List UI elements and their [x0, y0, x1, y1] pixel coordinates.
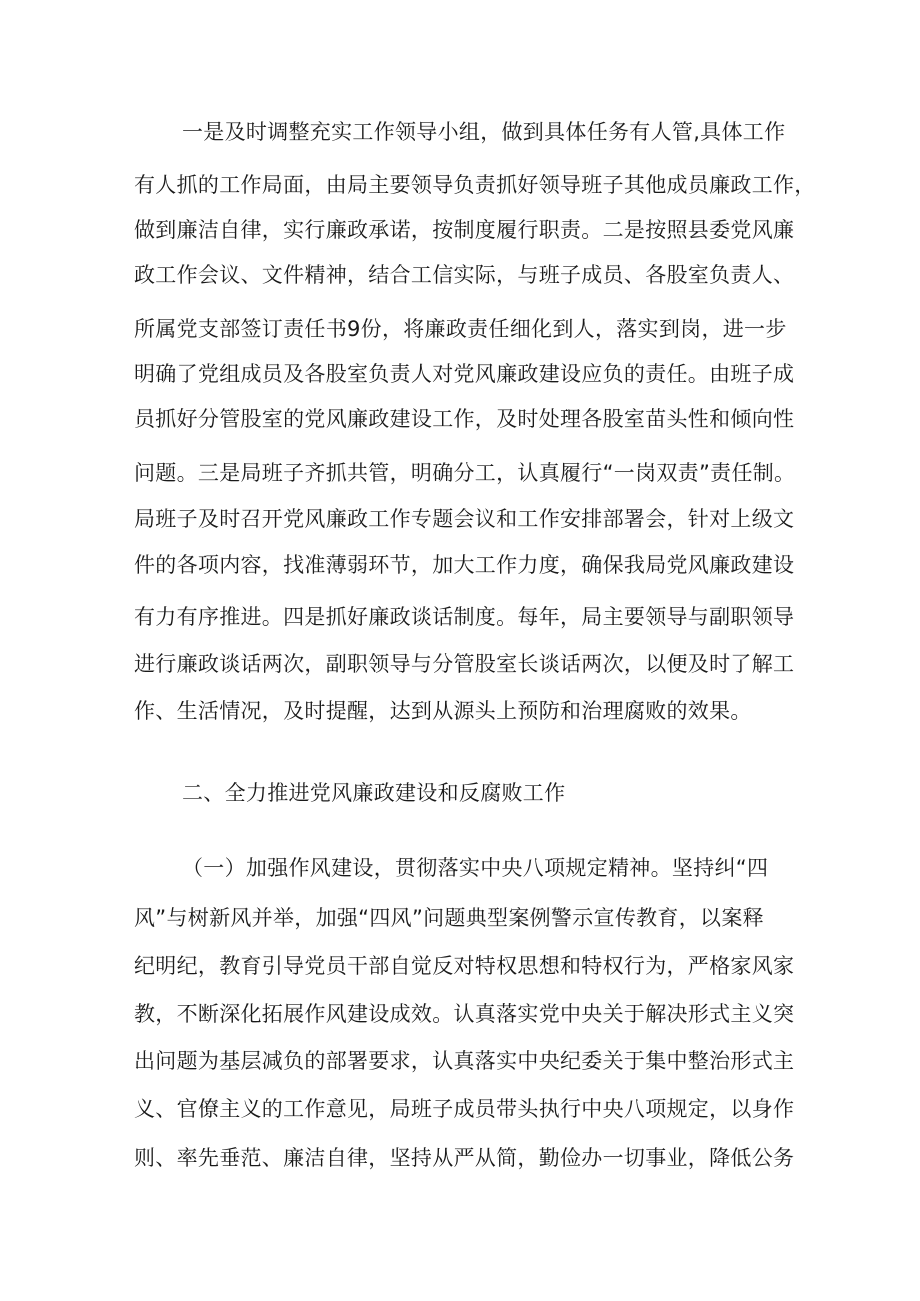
paragraph-2-line-3: 纪明纪，教育引导党员干部自觉反对特权思想和特权行为，严格家风家 — [134, 954, 795, 978]
paragraph-1-line-6: 明确了党组成员及各股室负责人对党风廉政建设应负的责任。由班子成 — [134, 362, 795, 386]
paragraph-1-line-12: 进行廉政谈话两次，副职领导与分管股室长谈话两次，以便及时了解工 — [134, 652, 795, 676]
paragraph-1-line-2: 有人抓的工作局面，由局主要领导负责抓好领导班子其他成员廉政工作， — [134, 173, 816, 197]
paragraph-2-line-5: 出问题为基层减负的部署要求，认真落实中央纪委关于集中整治形式主 — [134, 1049, 795, 1073]
paragraph-1-line-4: 政工作会议、文件精神，结合工信实际，与班子成员、各股室负责人、 — [134, 263, 795, 287]
paragraph-1-line-8: 问题。三是局班子齐抓共管，明确分工，认真履行“一岗双责”责任制。 — [134, 461, 796, 485]
paragraph-2-line-1: （一）加强作风建设，贯彻落实中央八项规定精神。坚持纠“四 — [182, 856, 769, 880]
paragraph-1-line-1: 一是及时调整充实工作领导小组，做到具体任务有人管,具体工作 — [182, 120, 786, 144]
paragraph-2-line-6: 义、官僚主义的工作意见，局班子成员带头执行中央八项规定，以身作 — [134, 1097, 795, 1121]
section-heading: 二、全力推进党风廉政建设和反腐败工作 — [182, 781, 566, 805]
paragraph-1-line-11: 有力有序推进。四是抓好廉政谈话制度。每年，局主要领导与副职领导 — [134, 605, 795, 629]
paragraph-1-line-9: 局班子及时召开党风廉政工作专题会议和工作安排部署会，针对上级文 — [134, 507, 795, 531]
paragraph-2-line-4: 教，不断深化拓展作风建设成效。认真落实党中央关于解决形式主义突 — [134, 1002, 795, 1026]
paragraph-1-line-13: 作、生活情况，及时提醒，达到从源头上预防和治理腐败的效果。 — [134, 699, 752, 723]
paragraph-1-line-10: 件的各项内容，找准薄弱环节，加大工作力度，确保我局党风廉政建设 — [134, 553, 795, 577]
paragraph-1-line-3: 做到廉洁自律，实行廉政承诺，按制度履行职责。二是按照县委党风廉 — [134, 218, 795, 242]
paragraph-1-line-5: 所属党支部签订责任书9份，将廉政责任细化到人，落实到岗，进一步 — [134, 317, 787, 341]
paragraph-2-line-2: 风”与树新风并举，加强“四风”问题典型案例警示宣传教育，以案释 — [134, 906, 764, 930]
paragraph-1-line-7: 员抓好分管股室的党风廉政建设工作，及时处理各股室苗头性和倾向性 — [134, 407, 795, 431]
paragraph-2-line-7: 则、率先垂范、廉洁自律，坚持从严从简，勤俭办一切事业，降低公务 — [134, 1146, 795, 1170]
